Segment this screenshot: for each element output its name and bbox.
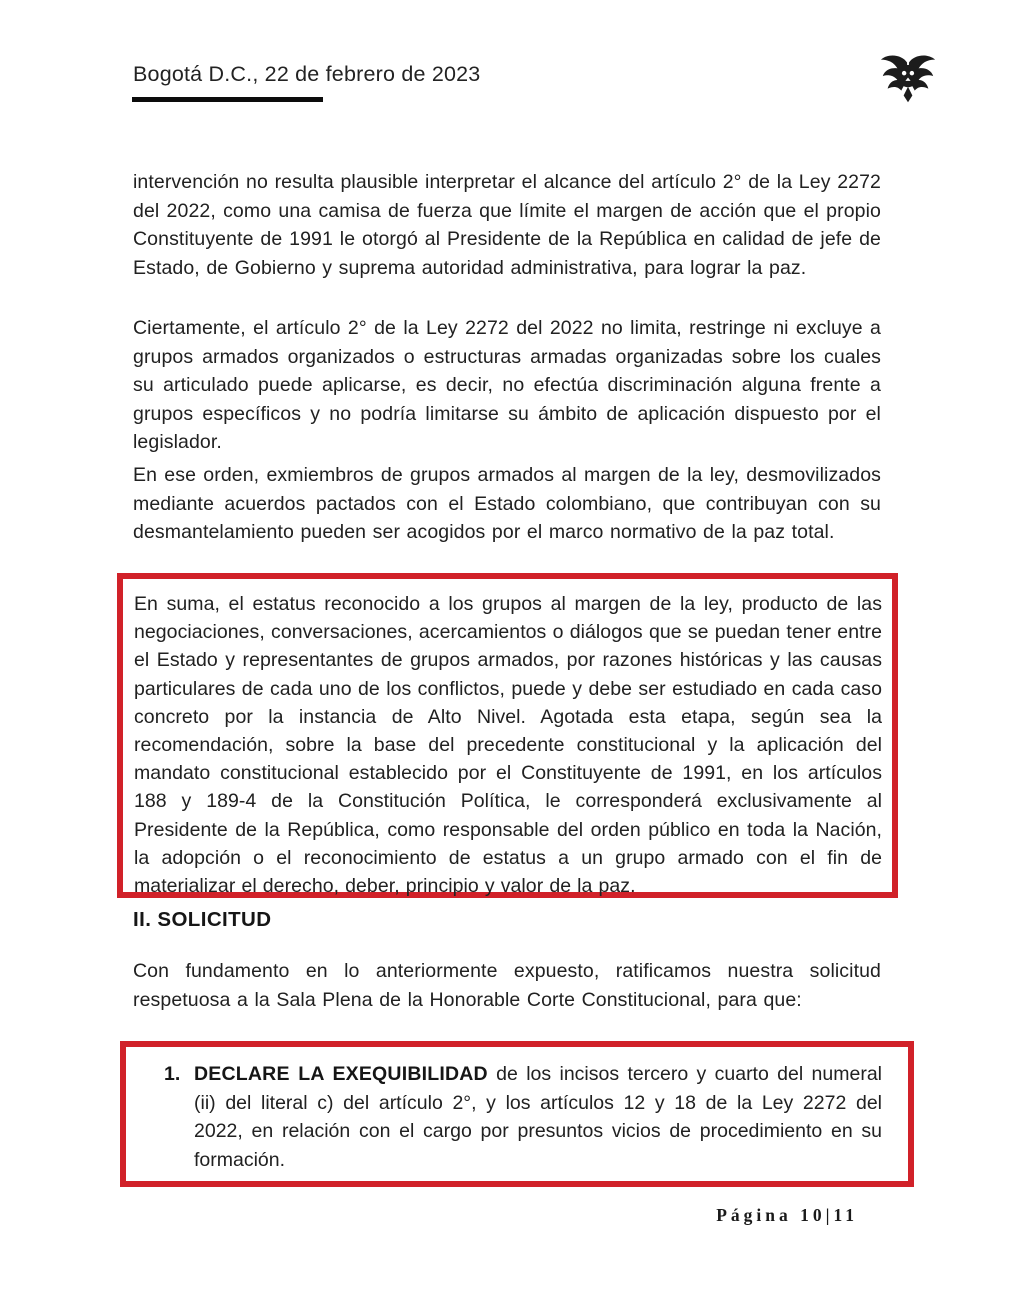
body-paragraph-1: intervención no resulta plausible interpretar el alcance del artículo 2° de la Ley 2272 del 2022, como una camisa de fuerza que límite el margen de acción que el propio Constituyente de 1991 le otorgó al Presidente de la República en calidad de jefe de Estado, de Gobierno y suprema autoridad administrativa, para lograr la paz. [133, 171, 881, 279]
request-bold-lead: DECLARE LA EXEQUIBILIDAD [194, 1063, 488, 1085]
request-item-number: 1. [164, 1063, 181, 1085]
colombia-coat-of-arms-icon [877, 44, 939, 112]
request-intro-paragraph: Con fundamento en lo anteriormente expuesto, ratificamos nuestra solicitud respetuosa a la Sala Plena de la Honorable Corte Constitucional, para que: [133, 960, 881, 1011]
section-heading-solicitud: II. SOLICITUD [133, 908, 272, 931]
request-body-text: de los incisos tercero y cuarto del numeral (ii) del literal c) del artículo 2°, y los artículos 12 y 18 de la Ley 2272 del 2022, en relación con el cargo por presuntos vicios de procedimiento en su formación. [194, 1063, 883, 1171]
request-item-text [194, 1060, 882, 1174]
highlight-box-request [120, 1041, 914, 1187]
page-number-label: Página 10|11 [716, 1205, 858, 1225]
body-paragraph-3: En ese orden, exmiembros de grupos armados al margen de la ley, desmovilizados mediante acuerdos pactados con el Estado colombiano, que contribuyan con su desmantelamiento pueden ser acogidos por el marco normativo de la paz total. [133, 464, 881, 543]
highlight-box-conclusion [117, 573, 898, 898]
request-list-item [164, 1060, 882, 1174]
document-date: Bogotá D.C., 22 de febrero de 2023 [133, 62, 481, 86]
highlighted-paragraph: En suma, el estatus reconocido a los grupos al margen de la ley, producto de las negociaciones, conversaciones, acercamientos o diálogos que se puedan tener entre el Estado y representantes de grupos armados, por razones históricas y las causas particulares de cada uno de los conflictos, puede y debe ser estudiado en cada caso concreto por la instancia de Alto Nivel. Agotada esta etapa, según sea la recomendación, sobre la base del precedente constitucional y la aplicación del mandato constitucional establecido por el Constituyente de 1991, en los artículos 188 y 189-4 de la Constitución Política, le corresponderá exclusivamente al Presidente de la República, como responsable del orden público en toda la Nación, la adopción o el reconocimiento de estatus a un grupo armado con el fin de materializar el derecho, deber, principio y valor de la paz. [134, 593, 882, 898]
body-paragraph-2: Ciertamente, el artículo 2° de la Ley 2272 del 2022 no limita, restringe ni excluye a grupos armados organizados o estructuras armadas organizadas sobre los cuales su articulado puede aplicarse, es decir, no efectúa discriminación alguna frente a grupos específicos y no podría limitarse su ámbito de aplicación dispuesto por el legislador. [133, 317, 881, 453]
date-underline [132, 97, 323, 102]
